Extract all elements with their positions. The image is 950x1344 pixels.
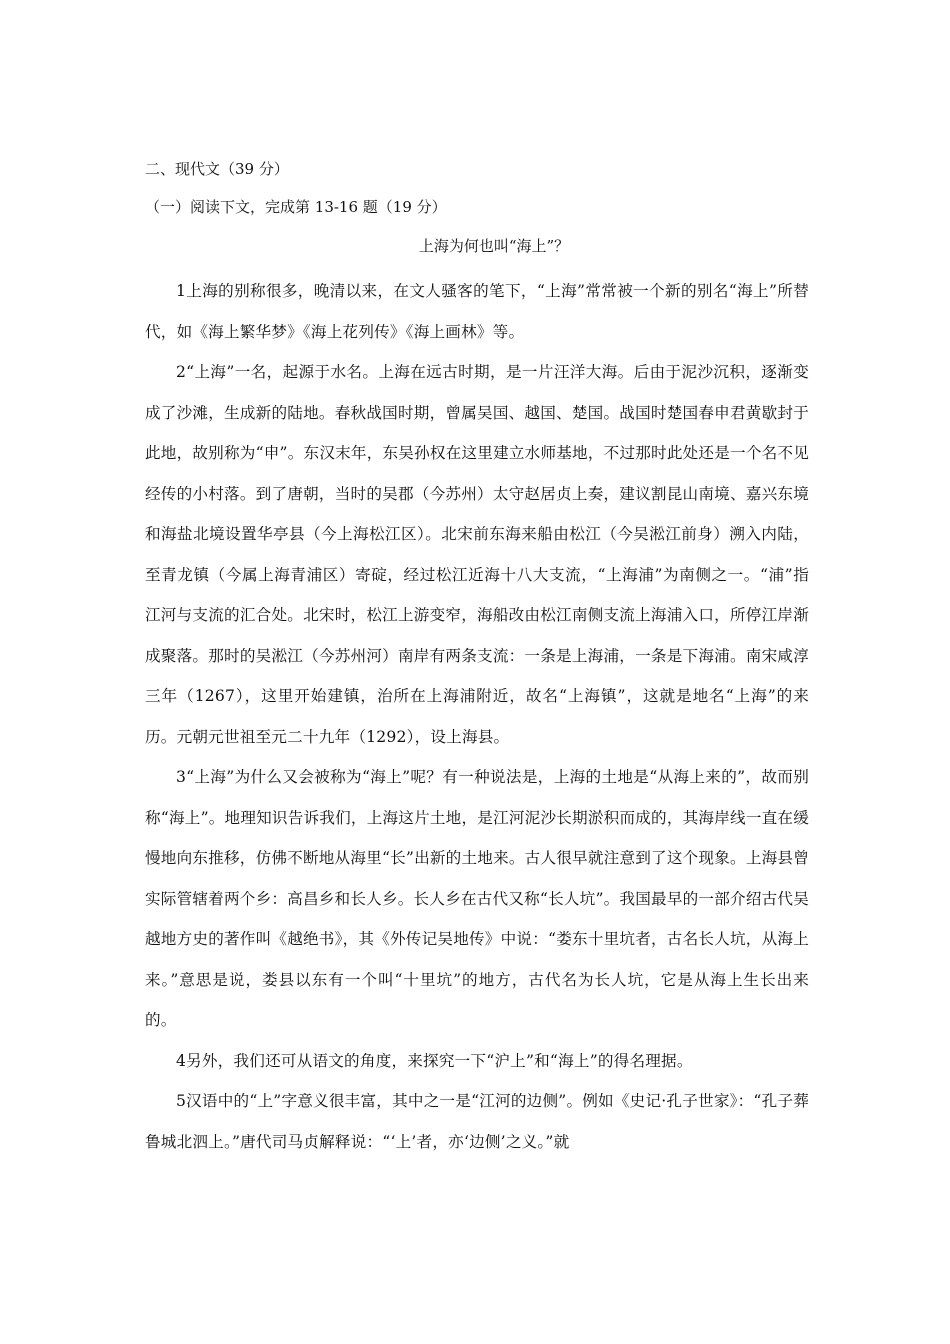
document-body: [145, 158, 809, 1162]
article-title: 上海为何也叫“海上”？: [418, 237, 570, 255]
paragraph-1: 1上海的别称很多，晚清以来，在文人骚客的笔下，“上海”常常被一个新的别名“海上”所替代，如《海上繁华梦》《海上花列传》《海上画林》等。: [145, 282, 809, 341]
paragraph-2: 2“上海”一名，起源于水名。上海在远古时期，是一片汪洋大海。后由于泥沙沉积，逐渐变成了沙滩，生成新的陆地。春秋战国时期，曾属吴国、越国、楚国。战国时楚国春申君黄歇封于此地，故别称为“申”。东汉末年，东吴孙权在这里建立水师基地，不过那时此处还是一个名不见经传的小村落。到了唐朝，当时的吴郡（今苏州）太守赵居贞上奏，建议割昆山南境、嘉兴东境和海盐北境设置华亭县（今上海松江区）。北宋前东海来船由松江（今吴淞江前身）溯入内陆，至青龙镇（今属上海青浦区）寄碇，经过松江近海十八大支流，“上海浦”为南侧之一。“浦”指江河与支流的汇合处。北宋时，松江上游变窄，海船改由松江南侧支流上海浦入口，所停江岸渐成聚落。那时的吴淞江（今苏州河）南岸有两条支流：一条是上海浦，一条是下海浦。南宋咸淳三年（1267），这里开始建镇，治所在上海浦附近，故名“上海镇”，这就是地名“上海”的来历。元朝元世祖至元二十九年（1292），设上海县。: [145, 363, 809, 746]
section-heading: 二、现代文（39 分）: [145, 160, 289, 178]
paragraph-4: 4另外，我们还可从语文的角度，来探究一下“沪上”和“海上”的得名理据。: [176, 1051, 693, 1070]
question-group-heading: （一）阅读下文，完成第 13-16 题（19 分）: [145, 198, 447, 216]
paragraph-3: 3“上海”为什么又会被称为“海上”呢？有一种说法是，上海的土地是“从海上来的”，故而别称“海上”。地理知识告诉我们，上海这片土地，是江河泥沙长期淤积而成的，其海岸线一直在缓慢地向东推移，仿佛不断地从海里“长”出新的土地来。古人很早就注意到了这个现象。上海县曾实际管辖着两个乡：高昌乡和长人乡。长人乡在古代又称“长人坑”。我国最早的一部介绍古代吴越地方史的著作叫《越绝书》，其《外传记吴地传》中说：“娄东十里坑者，古名长人坑，从海上来。”意思是说，娄县以东有一个叫“十里坑”的地方，古代名为长人坑，它是从海上生长出来的。: [145, 768, 809, 1029]
paragraph-5: 5汉语中的“上”字意义很丰富，其中之一是“江河的边侧”。例如《史记·孔子世家》：“孔子葬鲁城北泗上。”唐代司马贞解释说：“‘上’者，亦‘边侧’之义。”就: [145, 1092, 809, 1151]
